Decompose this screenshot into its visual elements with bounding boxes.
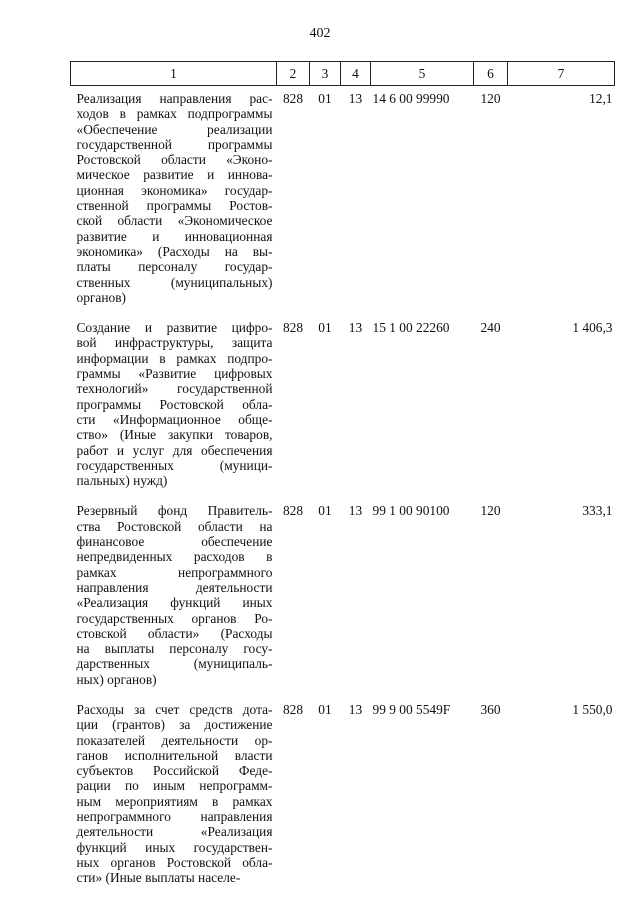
expense-name-line: направления деятельности	[76, 579, 273, 595]
expense-name-line: ционная экономика» государ-	[76, 182, 273, 198]
expense-name-line: рации по иным непрограмм-	[76, 778, 273, 794]
subsection-code-cell: 13	[348, 503, 363, 519]
table-body	[71, 86, 615, 901]
expense-name-line: ходов в рамках подпрограммы	[76, 106, 273, 122]
expense-name-cell	[71, 503, 277, 702]
expense-type-cell: 240	[480, 320, 501, 336]
expense-name-line: ской области «Экономическое	[76, 213, 273, 229]
table-row	[71, 503, 615, 702]
column-header-amount: 7	[508, 62, 615, 86]
expense-name-line: непрограммного направления	[76, 809, 273, 825]
expense-name-line: субъектов Российской Феде-	[76, 763, 273, 779]
column-header-type: 6	[474, 62, 508, 86]
section-code-cell: 01	[318, 701, 332, 717]
expense-name-line: развитие и инновационная	[76, 228, 273, 244]
expense-name-line: дарственных (муниципаль-	[76, 656, 273, 672]
expense-name-line: рамках непрограммного	[76, 564, 273, 580]
budget-table	[70, 61, 615, 901]
ministry-code-cell: 828	[282, 503, 304, 519]
expense-name-line: граммы «Развитие цифровых	[76, 366, 273, 382]
amount-cell: 333,1	[582, 503, 613, 519]
expense-name-line: ции (грантов) за достижение	[76, 717, 273, 733]
expense-name-line: государственной программы	[76, 136, 273, 152]
expense-name-line: мическое развитие и иннова-	[76, 167, 273, 183]
expense-name-line: непредвиденных расходов в	[76, 549, 273, 565]
expense-name-line: информации в рамках подпро-	[76, 350, 273, 366]
expense-name-line: «Обеспечение реализации	[76, 121, 273, 137]
expense-name-line: экономика» (Расходы на вы-	[76, 243, 273, 259]
section-code-cell: 01	[318, 320, 332, 336]
subsection-code-cell: 13	[348, 320, 363, 336]
ministry-code-cell: 828	[282, 701, 304, 717]
expense-name-line: деятельности «Реализация	[76, 824, 273, 840]
expense-name-line: программы Ростовской обла-	[76, 396, 273, 412]
expense-name-line: ственных (муниципальных)	[76, 274, 273, 290]
target-article-cell: 99 1 00 90100	[372, 503, 450, 519]
table-header-row	[71, 62, 615, 86]
expense-name-line: органов)	[76, 289, 126, 305]
expense-name-line: показателей деятельности ор-	[76, 732, 273, 748]
section-code-cell: 01	[318, 91, 332, 106]
ministry-code-cell: 828	[282, 320, 304, 336]
expense-name-line: технологий» государственной	[76, 381, 273, 397]
expense-name-line: работ и услуг для обеспечения	[76, 442, 273, 458]
expense-name-line: ства Ростовской области на	[76, 518, 273, 534]
expense-name-cell	[71, 320, 277, 503]
table-row	[71, 702, 615, 901]
expense-name-line: сти «Информационное обще-	[76, 411, 273, 427]
expense-name-line: сти» (Иные выплаты населе-	[76, 870, 241, 886]
expense-name-line: ганов исполнительной власти	[76, 747, 273, 763]
target-article-cell: 99 9 00 5549F	[372, 701, 451, 717]
expense-name-line: ным мероприятиям в рамках	[76, 793, 273, 809]
target-article-cell: 14 6 00 99990	[372, 91, 450, 106]
amount-cell: 12,1	[589, 91, 613, 106]
expense-name-line: государственных органов Ро-	[76, 610, 273, 626]
subsection-code-cell: 13	[348, 91, 363, 106]
amount-cell: 1 550,0	[572, 701, 613, 717]
expense-type-cell: 120	[480, 91, 501, 106]
expense-type-cell: 360	[480, 701, 501, 717]
column-header-target: 5	[371, 62, 474, 86]
expense-name-line: государственных (муници-	[76, 457, 273, 473]
expense-name-line: Расходы за счет средств дота-	[76, 701, 273, 717]
expense-name-line: функций иных государствен-	[76, 839, 273, 855]
expense-name-line: вой инфраструктуры, защита	[76, 335, 273, 351]
ministry-code-cell: 828	[282, 91, 304, 106]
expense-name-line: ных) органов)	[76, 671, 157, 687]
expense-name-line: Создание и развитие цифро-	[76, 320, 273, 336]
expense-name-cell	[71, 702, 277, 901]
expense-name-line: финансовое обеспечение	[76, 534, 273, 550]
expense-type-cell: 120	[480, 503, 501, 519]
expense-name-cell	[71, 86, 277, 321]
column-header-section: 3	[310, 62, 341, 86]
target-article-cell: 15 1 00 22260	[372, 320, 450, 336]
expense-name-line: Резервный фонд Правитель-	[76, 503, 273, 519]
expense-name-line: ство» (Иные закупки товаров,	[76, 427, 273, 443]
expense-name-line: на выплаты персоналу госу-	[76, 641, 273, 657]
expense-name-line: Реализация направления рас-	[76, 91, 273, 106]
expense-name-line: Ростовской области «Эконо-	[76, 152, 273, 168]
table-row	[71, 86, 615, 321]
table-row	[71, 320, 615, 503]
column-header-name: 1	[71, 62, 277, 86]
expense-name-line: пальных) нужд)	[76, 473, 168, 489]
section-code-cell: 01	[318, 503, 332, 519]
expense-name-line: «Реализация функций иных	[76, 595, 273, 611]
expense-name-line: ных органов Ростовской обла-	[76, 854, 273, 870]
expense-name-line: платы персоналу государ-	[76, 259, 273, 275]
column-header-ministry: 2	[277, 62, 310, 86]
expense-name-line: ственной программы Ростов-	[76, 198, 273, 214]
expense-name-line: стовской области» (Расходы	[76, 625, 273, 641]
page-number: 402	[309, 26, 331, 41]
column-header-subsection: 4	[341, 62, 371, 86]
amount-cell: 1 406,3	[572, 320, 613, 336]
subsection-code-cell: 13	[348, 701, 363, 717]
